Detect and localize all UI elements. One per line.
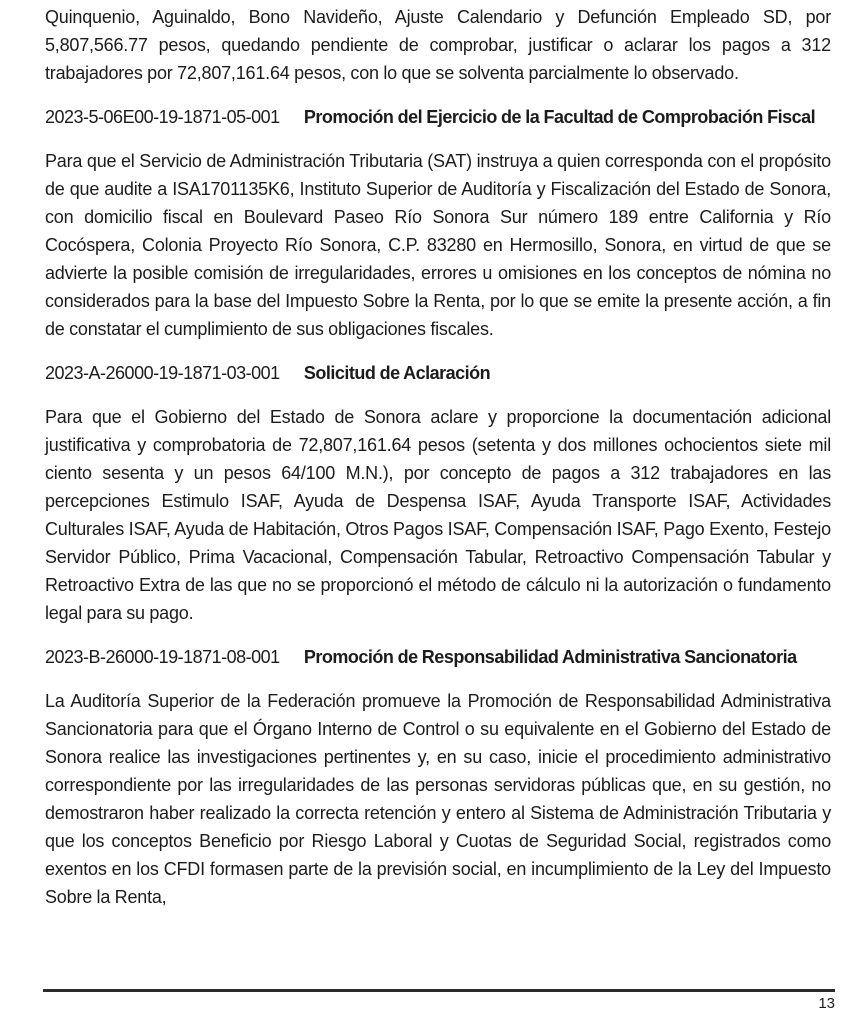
action-code: 2023-A-26000-19-1871-03-001 [45,363,280,383]
page-footer [43,989,835,1014]
action-code: 2023-5-06E00-19-1871-05-001 [45,107,280,127]
action-title: Promoción de Responsabilidad Administrativa Sancionatoria [303,647,797,667]
body-paragraph: Quinquenio, Aguinaldo, Bono Navideño, Ajuste Calendario y Defunción Empleado SD, por 5,807,566.77 pesos, quedando pendiente de comprobar, justificar o aclarar los pagos a 312 trabajadores por 72,807,161.64 pesos, con lo que se solventa parcialmente lo observado. [45,7,831,83]
body-paragraph: Para que el Servicio de Administración Tributaria (SAT) instruya a quien corresponda con el propósito de que audite a ISA1701135K6, Instituto Superior de Auditoría y Fiscalización del Estado de Sonora, con domicilio fiscal en Boulevard Paseo Río Sonora Sur número 189 entre California y Río Cocóspera, Colonia Proyecto Río Sonora, C.P. 83280 en Hermosillo, Sonora, en virtud de que se advierte la posible comisión de irregularidades, errores u omisiones en los conceptos de nómina no considerados para la base del Impuesto Sobre la Renta, por lo que se emite la presente acción, a fin de constatar el cumplimiento de sus obligaciones fiscales. [45,151,831,339]
page-number: 13 [818,995,835,1012]
action-title: Solicitud de Aclaración [303,363,491,383]
footer-rule [43,989,835,992]
action-code: 2023-B-26000-19-1871-08-001 [45,647,280,667]
finding-heading [45,359,831,387]
finding-heading [45,103,831,131]
finding-heading [45,643,831,671]
page-body-text [45,3,831,927]
body-paragraph: La Auditoría Superior de la Federación promueve la Promoción de Responsabilidad Administrativa Sancionatoria para que el Órgano Interno de Control o su equivalente en el Gobierno del Estado de Sonora realice las investigaciones pertinentes y, en su caso, inicie el procedimiento administrativo correspondiente por las irregularidades de las personas servidoras públicas que, en su gestión, no demostraron haber realizado la correcta retención y entero al Sistema de Administración Tributaria y que los conceptos Beneficio por Riesgo Laboral y Cuotas de Seguridad Social, registrados como exentos en los CFDI formasen parte de la previsión social, en incumplimiento de la Ley del Impuesto Sobre la Renta, [45,691,831,907]
action-title: Promoción del Ejercicio de la Facultad de Comprobación Fiscal [303,107,816,127]
body-paragraph: Para que el Gobierno del Estado de Sonora aclare y proporcione la documentación adicional justificativa y comprobatoria de 72,807,161.64 pesos (setenta y dos millones ochocientos siete mil ciento sesenta y un pesos 64/100 M.N.), por concepto de pagos a 312 trabajadores en las percepciones Estimulo ISAF, Ayuda de Despensa ISAF, Ayuda Transporte ISAF, Actividades Culturales ISAF, Ayuda de Habitación, Otros Pagos ISAF, Compensación ISAF, Pago Exento, Festejo Servidor Público, Prima Vacacional, Compensación Tabular, Retroactivo Compensación Tabular y Retroactivo Extra de las que no se proporcionó el método de cálculo ni la autorización o fundamento legal para su pago. [45,407,831,623]
